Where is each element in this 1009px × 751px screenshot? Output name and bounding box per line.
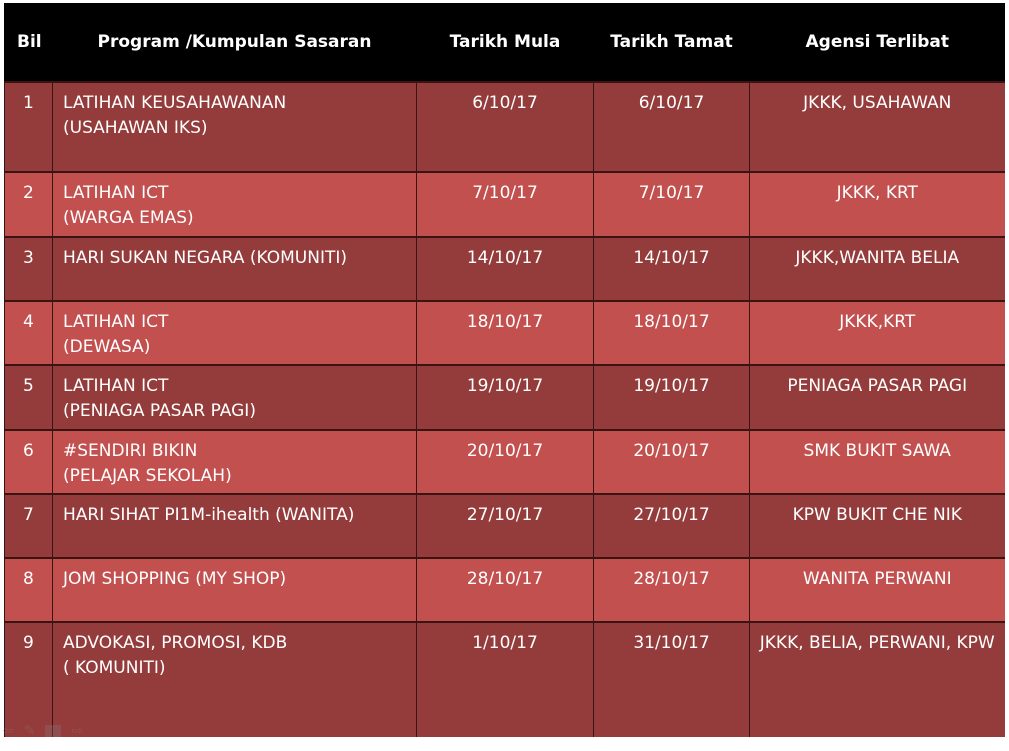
program-name: LATIHAN KEUSAHAWANAN <box>63 93 287 113</box>
cell-program <box>53 172 417 236</box>
cell-tarikh-tamat: 18/10/17 <box>594 301 750 365</box>
header-row <box>5 3 1005 82</box>
cell-tarikh-tamat: 20/10/17 <box>594 430 750 494</box>
cell-bil: 7 <box>5 494 53 558</box>
cell-agensi: JKKK, USAHAWAN <box>750 82 1005 172</box>
table-row <box>5 82 1005 172</box>
cell-tarikh-mula: 20/10/17 <box>417 430 594 494</box>
pen-icon[interactable]: ✎ <box>23 723 36 739</box>
cell-agensi: JKKK, BELIA, PERWANI, KPW <box>750 622 1005 737</box>
cell-agensi: SMK BUKIT SAWA <box>750 430 1005 494</box>
program-name: ADVOKASI, PROMOSI, KDB <box>63 633 288 654</box>
header-bil: Bil <box>5 3 53 82</box>
cell-agensi: PENIAGA PASAR PAGI <box>750 365 1005 429</box>
table-row <box>5 237 1005 301</box>
program-target: (PENIAGA PASAR PAGI) <box>63 401 256 422</box>
table-row <box>5 622 1005 737</box>
cell-tarikh-tamat: 19/10/17 <box>594 365 750 429</box>
program-name: HARI SIHAT PI1M-ihealth (WANITA) <box>63 504 355 525</box>
cell-tarikh-mula: 14/10/17 <box>417 237 594 301</box>
table-row <box>5 558 1005 622</box>
cell-tarikh-mula: 7/10/17 <box>417 172 594 236</box>
cell-program <box>53 365 417 429</box>
previous-arrow-icon[interactable]: ⇦ <box>2 723 14 739</box>
cell-bil: 3 <box>5 237 53 301</box>
next-arrow-icon[interactable]: ⇨ <box>71 723 84 739</box>
cell-bil: 5 <box>5 365 53 429</box>
program-name: LATIHAN ICT <box>63 311 169 332</box>
cell-tarikh-mula: 6/10/17 <box>417 82 594 172</box>
cell-bil: 6 <box>5 430 53 494</box>
cell-program <box>53 82 417 172</box>
cell-tarikh-tamat: 27/10/17 <box>594 494 750 558</box>
cell-tarikh-tamat: 14/10/17 <box>594 237 750 301</box>
cell-tarikh-mula: 28/10/17 <box>417 558 594 622</box>
cell-agensi: JKKK,WANITA BELIA <box>750 237 1005 301</box>
cell-bil: 4 <box>5 301 53 365</box>
cell-tarikh-mula: 18/10/17 <box>417 301 594 365</box>
header-tarikh-tamat: Tarikh Tamat <box>594 3 750 82</box>
table-row <box>5 494 1005 558</box>
header-tarikh-mula: Tarikh Mula <box>417 3 594 82</box>
cell-agensi: WANITA PERWANI <box>750 558 1005 622</box>
cell-bil: 2 <box>5 172 53 236</box>
cell-tarikh-mula: 27/10/17 <box>417 494 594 558</box>
cell-agensi: JKKK, KRT <box>750 172 1005 236</box>
cell-program <box>53 237 417 301</box>
program-name: #SENDIRI BIKIN <box>63 440 198 461</box>
cell-agensi: KPW BUKIT CHE NIK <box>750 494 1005 558</box>
program-target: (PELAJAR SEKOLAH) <box>63 465 232 486</box>
table-row <box>5 365 1005 429</box>
program-name: LATIHAN ICT <box>63 376 169 397</box>
program-table <box>4 3 1005 737</box>
program-target: (USAHAWAN IKS) <box>63 118 208 138</box>
cell-program <box>53 494 417 558</box>
cell-tarikh-mula: 19/10/17 <box>417 365 594 429</box>
program-name: JOM SHOPPING (MY SHOP) <box>63 569 287 590</box>
cell-tarikh-tamat: 28/10/17 <box>594 558 750 622</box>
cell-program <box>53 558 417 622</box>
program-name: LATIHAN ICT <box>63 183 169 204</box>
cell-program <box>53 430 417 494</box>
cell-tarikh-mula: 1/10/17 <box>417 622 594 737</box>
cell-agensi: JKKK,KRT <box>750 301 1005 365</box>
cell-bil: 9 <box>5 622 53 737</box>
program-target: (DEWASA) <box>63 336 151 357</box>
table-row <box>5 172 1005 236</box>
cell-bil: 8 <box>5 558 53 622</box>
cell-tarikh-tamat: 7/10/17 <box>594 172 750 236</box>
cell-tarikh-tamat: 6/10/17 <box>594 82 750 172</box>
cell-bil: 1 <box>5 82 53 172</box>
cell-program <box>53 301 417 365</box>
program-name: HARI SUKAN NEGARA (KOMUNITI) <box>63 247 347 268</box>
table-row <box>5 430 1005 494</box>
header-agensi: Agensi Terlibat <box>750 3 1005 82</box>
slideshow-nav[interactable] <box>0 720 132 742</box>
cell-tarikh-tamat: 31/10/17 <box>594 622 750 737</box>
header-program: Program /Kumpulan Sasaran <box>53 3 417 82</box>
program-target: (WARGA EMAS) <box>63 208 194 229</box>
table-row <box>5 301 1005 365</box>
program-target: ( KOMUNITI) <box>63 658 166 679</box>
menu-icon[interactable] <box>45 725 61 737</box>
